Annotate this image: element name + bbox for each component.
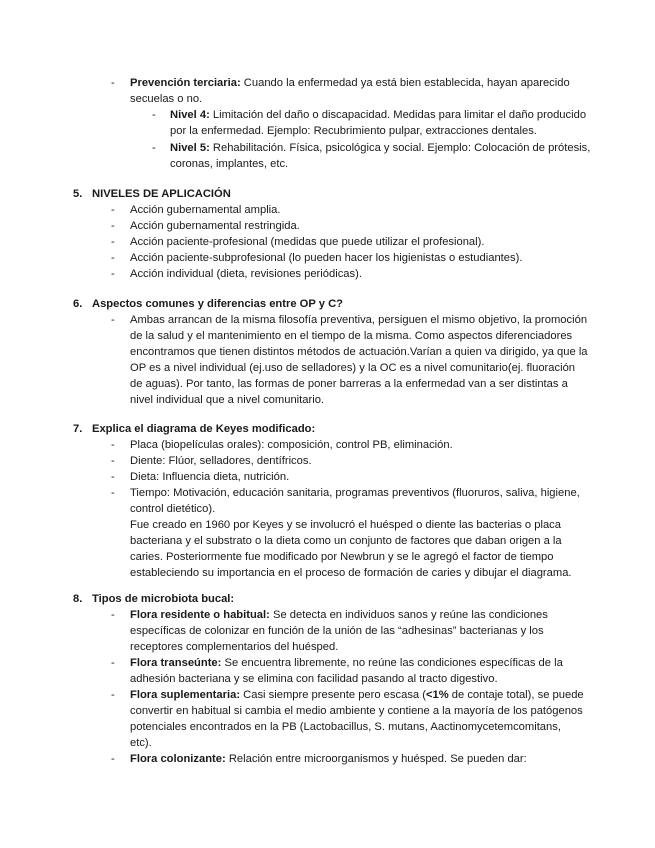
flora-residente-line-3: receptores complementarios del huésped. — [130, 641, 339, 653]
flora-transeunte-label: Flora transeúnte: — [130, 657, 222, 669]
nivel-4-label: Nivel 4: — [170, 109, 210, 121]
list-bullet: - — [111, 77, 115, 89]
list-bullet: - — [111, 689, 115, 701]
flora-colonizante-line-1 — [130, 752, 527, 767]
section-5-item: Acción individual (dieta, revisiones periódicas). — [130, 268, 362, 280]
section-5-item: Acción gubernamental amplia. — [130, 204, 281, 216]
section-number: 5. — [73, 188, 83, 200]
section-5-item: Acción gubernamental restringida. — [130, 220, 300, 232]
flora-suplementaria-line-3: potenciales encontrados en la PB (Lactobacillus, S. mutans, Aactinomycetemcomitans, — [130, 721, 561, 733]
flora-residente-label: Flora residente o habitual: — [130, 609, 270, 621]
nivel-4-text: Limitación del daño o discapacidad. Medidas para limitar el daño producido — [209, 109, 587, 121]
list-bullet: - — [111, 609, 115, 621]
list-bullet: - — [111, 252, 115, 264]
nivel-4-line-1 — [170, 108, 586, 123]
prevencion-terciaria-line-1 — [130, 76, 570, 91]
section-6-paragraph-line: de la salud y el mantenimiento en el tiempo de la misma. Como aspectos diferenciadores — [130, 330, 573, 342]
section-6-paragraph-line: de aguas). Por tanto, las formas de poner barreras a la enfermedad van a ser distintas a — [130, 378, 568, 390]
flora-suplementaria-line-2: convertir en habitual si cambia el medio ambiente y contiene a la mayoría de los patógenos — [130, 705, 583, 717]
section-7-paragraph-line: estableciendo su importancia en el proceso de formación de caries y dibujar el diagrama. — [130, 567, 572, 579]
nivel-5-line-1 — [170, 141, 590, 156]
list-bullet: - — [111, 471, 115, 483]
section-7-paragraph-line: bacteriana y el substrato o la dieta como un conjunto de factores que daban origen a la — [130, 535, 562, 547]
flora-suplementaria-line-1 — [130, 688, 584, 703]
nivel-5-label: Nivel 5: — [170, 142, 210, 154]
section-7-item: Placa (biopelículas orales): composición, control PB, eliminación. — [130, 439, 453, 451]
list-bullet: - — [111, 236, 115, 248]
flora-suplementaria-label: Flora suplementaria: — [130, 689, 241, 701]
section-number: 7. — [73, 423, 83, 435]
nivel-5-line-2: coronas, implantes, etc. — [170, 158, 289, 170]
flora-transeunte-line-2: adhesión bacteriana y se elimina con facilidad pasando al tracto digestivo. — [130, 673, 498, 685]
section-7-item-continuation: control dietético). — [130, 503, 216, 515]
flora-suplementaria-text: de contaje total), se puede — [448, 689, 584, 701]
section-6-paragraph-line: nivel individual que a nivel comunitario. — [130, 394, 325, 406]
section-number: 6. — [73, 298, 83, 310]
flora-colonizante-text: Relación entre microorganismos y huésped. Se pueden dar: — [225, 753, 527, 765]
nivel-4-line-2: por la enfermedad. Ejemplo: Recubrimiento pulpar, extracciones dentales. — [170, 125, 537, 137]
list-bullet: - — [111, 268, 115, 280]
prevencion-terciaria-line-2: secuelas o no. — [130, 93, 203, 105]
nivel-5-text: Rehabilitación. Física, psicológica y social. Ejemplo: Colocación de prótesis, — [209, 142, 591, 154]
list-bullet: - — [111, 487, 115, 499]
section-5-title: NIVELES DE APLICACIÓN — [92, 188, 231, 200]
section-6-paragraph-line: encontramos que tienen distintos métodos de actuación.Varían a quien va dirigido, ya que la — [130, 346, 588, 358]
list-bullet: - — [111, 220, 115, 232]
section-6-paragraph-line: OP es a nivel individual (ej.uso de selladores) y la OC es a nivel comunitario(ej. fluoración — [130, 362, 576, 374]
list-bullet: - — [111, 204, 115, 216]
section-number: 8. — [73, 593, 83, 605]
flora-transeunte-text: Se encuentra libremente, no reúne las condiciones específicas de la — [221, 657, 563, 669]
list-bullet: - — [152, 142, 156, 154]
prevencion-terciaria-label: Prevención terciaria: — [130, 77, 241, 89]
section-8-title: Tipos de microbiota bucal: — [92, 593, 235, 605]
flora-suplementaria-percent: <1% — [425, 689, 449, 701]
section-7-item: Tiempo: Motivación, educación sanitaria, programas preventivos (fluoruros, saliva, higiene, — [130, 487, 580, 499]
flora-colonizante-label: Flora colonizante: — [130, 753, 226, 765]
flora-residente-line-1 — [130, 608, 548, 623]
list-bullet: - — [111, 314, 115, 326]
list-bullet: - — [111, 439, 115, 451]
section-7-title: Explica el diagrama de Keyes modificado: — [92, 423, 316, 435]
section-5-item: Acción paciente-profesional (medidas que puede utilizar el profesional). — [130, 236, 485, 248]
list-bullet: - — [152, 109, 156, 121]
section-6-title: Aspectos comunes y diferencias entre OP y C? — [92, 298, 343, 310]
section-7-item: Diente: Flúor, selladores, dentífricos. — [130, 455, 312, 467]
list-bullet: - — [111, 455, 115, 467]
section-7-paragraph-line: Fue creado en 1960 por Keyes y se involucró el huésped o diente las bacterias o placa — [130, 519, 561, 531]
list-bullet: - — [111, 657, 115, 669]
section-5-item: Acción paciente-subprofesional (lo pueden hacer los higienistas o estudiantes). — [130, 252, 523, 264]
flora-suplementaria-text: Casi siempre presente pero escasa ( — [240, 689, 426, 701]
prevencion-terciaria-text: Cuando la enfermedad ya está bien establecida, hayan aparecido — [240, 77, 570, 89]
flora-residente-line-2: específicas de colonizar en función de la unión de las “adhesinas” bacterianas y los — [130, 625, 544, 637]
flora-residente-text: Se detecta en individuos sanos y reúne las condiciones — [269, 609, 548, 621]
list-bullet: - — [111, 753, 115, 765]
flora-transeunte-line-1 — [130, 656, 563, 671]
section-6-paragraph-line: Ambas arrancan de la misma filosofía preventiva, persiguen el mismo objetivo, la promoción — [130, 314, 588, 326]
section-7-paragraph-line: caries. Posteriormente fue modificado por Newbrun y se le agregó el factor de tiempo — [130, 551, 554, 563]
section-7-item: Dieta: Influencia dieta, nutrición. — [130, 471, 290, 483]
flora-suplementaria-line-4: etc). — [130, 737, 152, 749]
